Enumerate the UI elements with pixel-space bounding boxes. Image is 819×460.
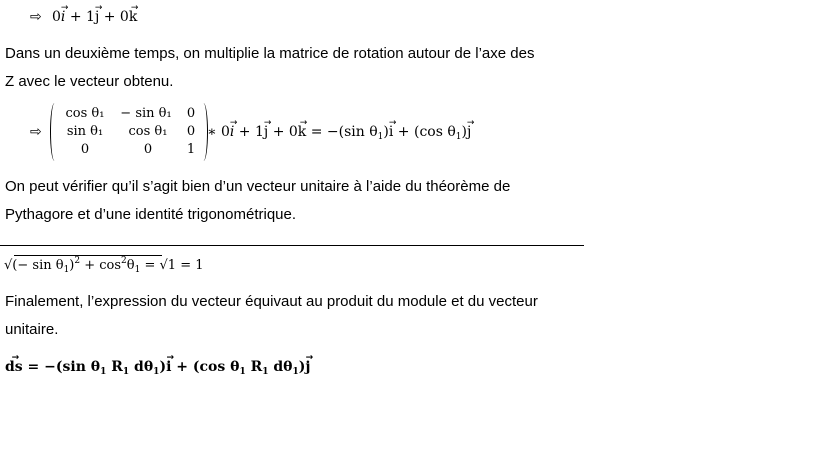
coef-k: + 0 bbox=[99, 9, 129, 25]
expr-part: θ bbox=[126, 258, 135, 273]
matrix-product-expression bbox=[207, 123, 471, 141]
subscript: 1 bbox=[377, 132, 384, 142]
coef-i: 0 bbox=[52, 9, 61, 25]
unit-vector-i: i → bbox=[166, 358, 171, 376]
rotation-matrix bbox=[50, 103, 208, 161]
subscript: 1 bbox=[153, 367, 160, 377]
matrix-cell: 0 bbox=[186, 124, 196, 139]
expr-part: (− sin θ bbox=[12, 258, 64, 273]
subscript: 1 bbox=[292, 367, 299, 377]
paragraph-2-line-1: On peut vérifier qu’il s’agit bien d’un vecteur unitaire à l’aide du théorème de bbox=[5, 178, 511, 195]
subscript: 1 bbox=[100, 367, 107, 377]
coef-j: + 1 bbox=[65, 9, 95, 25]
paragraph-2-line-2: Pythagore et d’une identité trigonométrique. bbox=[5, 206, 297, 223]
matrix-left-paren bbox=[50, 103, 59, 161]
unit-vector-i: i → bbox=[389, 123, 393, 141]
formula-part: R bbox=[245, 359, 263, 375]
unit-vector-i: 𝑖 → bbox=[61, 8, 65, 26]
matrix-cell: − sin θ₁ bbox=[120, 106, 172, 121]
unit-vector-i: 𝑖 → bbox=[230, 123, 234, 141]
subscript: 1 bbox=[134, 265, 141, 275]
formula-part: = −(sin θ bbox=[22, 359, 101, 375]
formula-part: R bbox=[106, 359, 123, 375]
subscript: 1 bbox=[122, 367, 130, 377]
formula-part: ) bbox=[298, 359, 306, 375]
pythagoras-expression bbox=[4, 257, 203, 275]
matrix-cell: cos θ₁ bbox=[65, 106, 105, 121]
vector-expression bbox=[52, 8, 137, 26]
result-part: = −(sin θ bbox=[306, 124, 378, 140]
result-part: ) bbox=[461, 124, 467, 140]
matrix-cell: 0 bbox=[186, 106, 196, 121]
expr-part: + cos bbox=[80, 258, 122, 273]
formula-part: ) bbox=[159, 359, 167, 375]
subscript: 1 bbox=[239, 367, 246, 377]
coef-k: + 0 bbox=[268, 124, 298, 140]
unit-vector-j: j → bbox=[264, 123, 268, 141]
unit-vector-j: j → bbox=[305, 358, 310, 376]
result-part: ) bbox=[383, 124, 389, 140]
matrix-cell: sin θ₁ bbox=[66, 124, 104, 139]
horizontal-divider bbox=[0, 245, 584, 246]
coef-j: + 1 bbox=[234, 124, 264, 140]
formula-part: dθ bbox=[129, 359, 154, 375]
superscript: 2 bbox=[121, 256, 127, 266]
formula-part: + (cos θ bbox=[171, 359, 240, 375]
square-root-sign: √ bbox=[4, 258, 13, 273]
matrix-cell: cos θ₁ bbox=[128, 124, 168, 139]
square-root-bar bbox=[14, 255, 162, 256]
result-part: + (cos θ bbox=[393, 124, 456, 140]
paragraph-1-line-2: Z avec le vecteur obtenu. bbox=[5, 73, 174, 90]
subscript: 1 bbox=[455, 132, 462, 142]
paragraph-3-line-1: Finalement, l’expression du vecteur équivaut au produit du module et du vecteur bbox=[5, 293, 538, 310]
subscript: 1 bbox=[262, 367, 269, 377]
vector-ds: ds → bbox=[5, 358, 23, 376]
final-formula bbox=[5, 358, 310, 376]
subscript: 1 bbox=[63, 265, 70, 275]
superscript: 2 bbox=[74, 256, 81, 266]
arrow-icon: ⇨ bbox=[30, 9, 42, 25]
unit-vector-k: k → bbox=[129, 8, 137, 26]
expr-part: ) bbox=[69, 258, 75, 273]
arrow-icon: ⇨ bbox=[30, 124, 42, 140]
unit-vector-j: j → bbox=[95, 8, 99, 26]
unit-vector-k: k → bbox=[298, 123, 306, 141]
paragraph-3-line-2: unitaire. bbox=[5, 321, 59, 338]
multiply-operator: ∗ 0 bbox=[207, 124, 230, 140]
matrix-cell: 1 bbox=[186, 142, 196, 157]
paragraph-1-line-1: Dans un deuxième temps, on multiplie la matrice de rotation autour de l’axe des bbox=[5, 45, 535, 62]
matrix-cell: 0 bbox=[80, 142, 90, 157]
formula-part: dθ bbox=[268, 359, 293, 375]
unit-vector-j: j → bbox=[467, 123, 471, 141]
expr-part: = √1 = 1 bbox=[140, 258, 204, 273]
matrix-cell: 0 bbox=[143, 142, 153, 157]
